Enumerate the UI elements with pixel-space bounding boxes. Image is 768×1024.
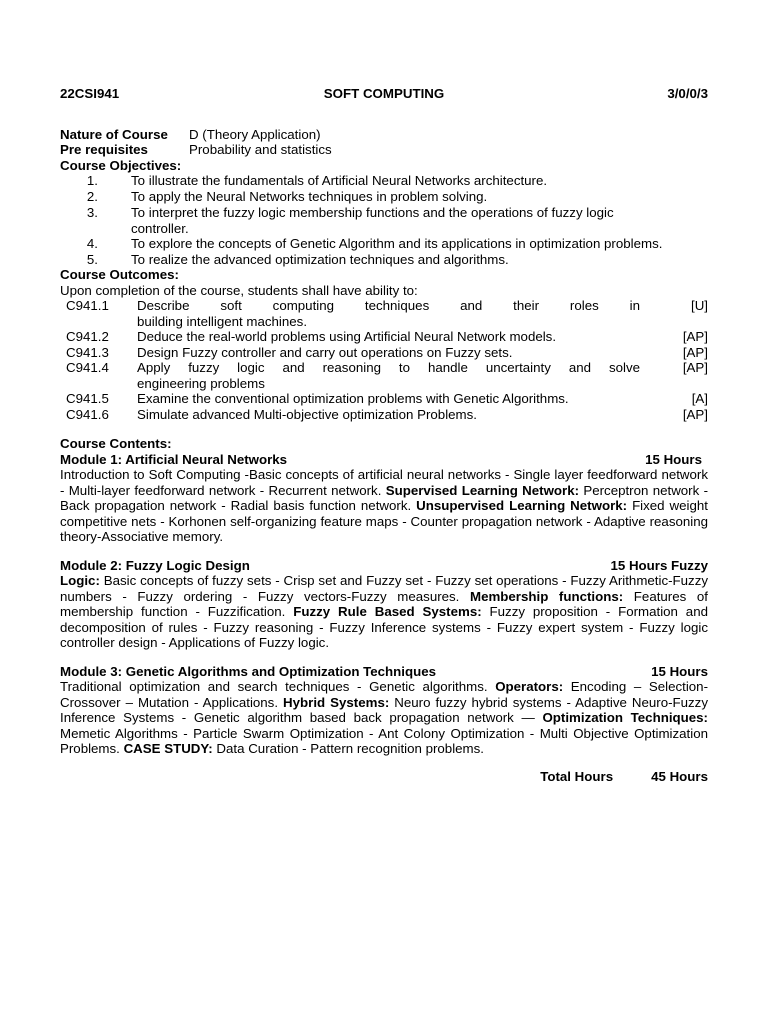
module-header — [60, 664, 708, 680]
objective-item: 2. To apply the Neural Networks techniques in problem solving. — [86, 188, 488, 204]
nature-row — [60, 127, 708, 143]
total-hours-value: 45 Hours — [651, 768, 708, 784]
module-title: Module 3: Genetic Algorithms and Optimization Techniques — [60, 663, 437, 679]
total-hours-row — [60, 769, 708, 785]
module-title: Module 1: Artificial Neural Networks — [60, 451, 288, 467]
outcome-row: C941.4 Apply fuzzy logic and reasoning to handle uncertainty and solve engineering problems [AP] — [60, 360, 708, 391]
outcomes-heading: Course Outcomes: — [60, 267, 179, 282]
nature-value: D (Theory Application) — [189, 126, 321, 142]
prereq-row — [60, 142, 708, 158]
contents-heading: Course Contents: — [60, 436, 172, 451]
objective-item: 1. To illustrate the fundamentals of Artificial Neural Networks architecture. — [86, 173, 548, 188]
outcome-level: [AP] — [682, 344, 708, 360]
outcome-code: C941.1 — [66, 298, 109, 313]
course-code: 22CSI941 — [60, 86, 120, 101]
syllabus-page — [60, 86, 708, 784]
outcome-row: C941.2 Deduce the real-world problems using Artificial Neural Network models. [AP] — [60, 329, 708, 345]
outcome-level: [U] — [691, 298, 708, 313]
objective-item: 4. To explore the concepts of Genetic Algorithm and its applications in optimization problems. — [86, 236, 663, 251]
outcome-row: C941.5 Examine the conventional optimization problems with Genetic Algorithms. [A] — [60, 391, 708, 407]
module-hours: 15 Hours — [651, 663, 708, 679]
outcome-level: [A] — [691, 391, 708, 406]
objectives-heading: Course Objectives: — [60, 157, 182, 173]
outcome-row: C941.1 Describe soft computing techniques and their roles in building intelligent machines. [U] — [60, 298, 708, 329]
module-body: Traditional optimization and search techniques - Genetic algorithms. Operators: Encoding – Selection-Crossover – Mutation - Applications. Hybrid Systems: Neuro fuzzy hybrid systems - Adaptive Neuro-Fuzzy Inference Systems - Genetic algorithm based back propagation network — Optimization Techniques: Memetic Algorithms - Particle Swarm Optimization - Ant Colony Optimization - Multi Objective Optimization Problems. CASE STUDY: Data Curation - Pattern recognition problems. — [60, 679, 708, 756]
prereq-label: Pre requisites — [60, 142, 148, 157]
outcome-code: C941.6 — [66, 406, 109, 422]
outcome-level: [AP] — [682, 406, 708, 422]
outcome-level: [AP] — [682, 360, 708, 375]
course-credits: 3/0/0/3 — [667, 86, 708, 101]
module-body: Introduction to Soft Computing -Basic concepts of artificial neural networks - Single layer feedforward network - Multi-layer feedforward network - Recurrent network. Supervised Learning Network: Perceptron network - Back propagation network - Radial basis function network. Unsupervised Learning Network: Fixed weight competitive nets - Korhonen self-organizing feature maps - Counter propagation network - Adaptive reasoning theory-Associative memory. — [60, 467, 708, 544]
module-title: Module 2: Fuzzy Logic Design — [60, 557, 250, 573]
nature-label: Nature of Course — [60, 126, 168, 142]
outcome-row: C941.3 Design Fuzzy controller and carry out operations on Fuzzy sets. [AP] — [60, 345, 708, 361]
outcome-row: C941.6 Simulate advanced Multi-objective optimization Problems. [AP] — [60, 407, 708, 423]
outcome-code: C941.5 — [66, 391, 109, 406]
course-title: SOFT COMPUTING — [323, 86, 445, 101]
module-body: Logic: Basic concepts of fuzzy sets - Crisp set and Fuzzy set - Fuzzy set operations - Fuzzy Arithmetic-Fuzzy numbers - Fuzzy ordering - Fuzzy vectors-Fuzzy measures. Membership functions: Features of membership function - Fuzzification. Fuzzy Rule Based Systems: Fuzzy proposition - Formation and decomposition of rules - Fuzzy reasoning - Fuzzy Inference systems - Fuzzy expert system - Fuzzy logic controller design - Applications of Fuzzy logic. — [60, 573, 708, 650]
total-hours-label: Total Hours — [540, 768, 614, 784]
module-header — [60, 558, 708, 574]
outcome-code: C941.3 — [66, 344, 109, 360]
objective-item: 3. To interpret the fuzzy logic membership functions and the operations of fuzzy logic controller. — [86, 205, 614, 236]
outcome-code: C941.4 — [66, 360, 109, 375]
outcome-code: C941.2 — [66, 329, 109, 344]
objective-item: 5. To realize the advanced optimization techniques and algorithms. — [86, 251, 509, 267]
prereq-value: Probability and statistics — [189, 142, 332, 157]
module-hours: 15 Hours — [645, 451, 702, 467]
module-hours: 15 Hours Fuzzy — [610, 557, 708, 573]
course-header — [60, 86, 708, 102]
module-header — [60, 452, 708, 468]
outcome-level: [AP] — [682, 329, 708, 344]
outcomes-intro: Upon completion of the course, students shall have ability to: — [60, 282, 418, 298]
